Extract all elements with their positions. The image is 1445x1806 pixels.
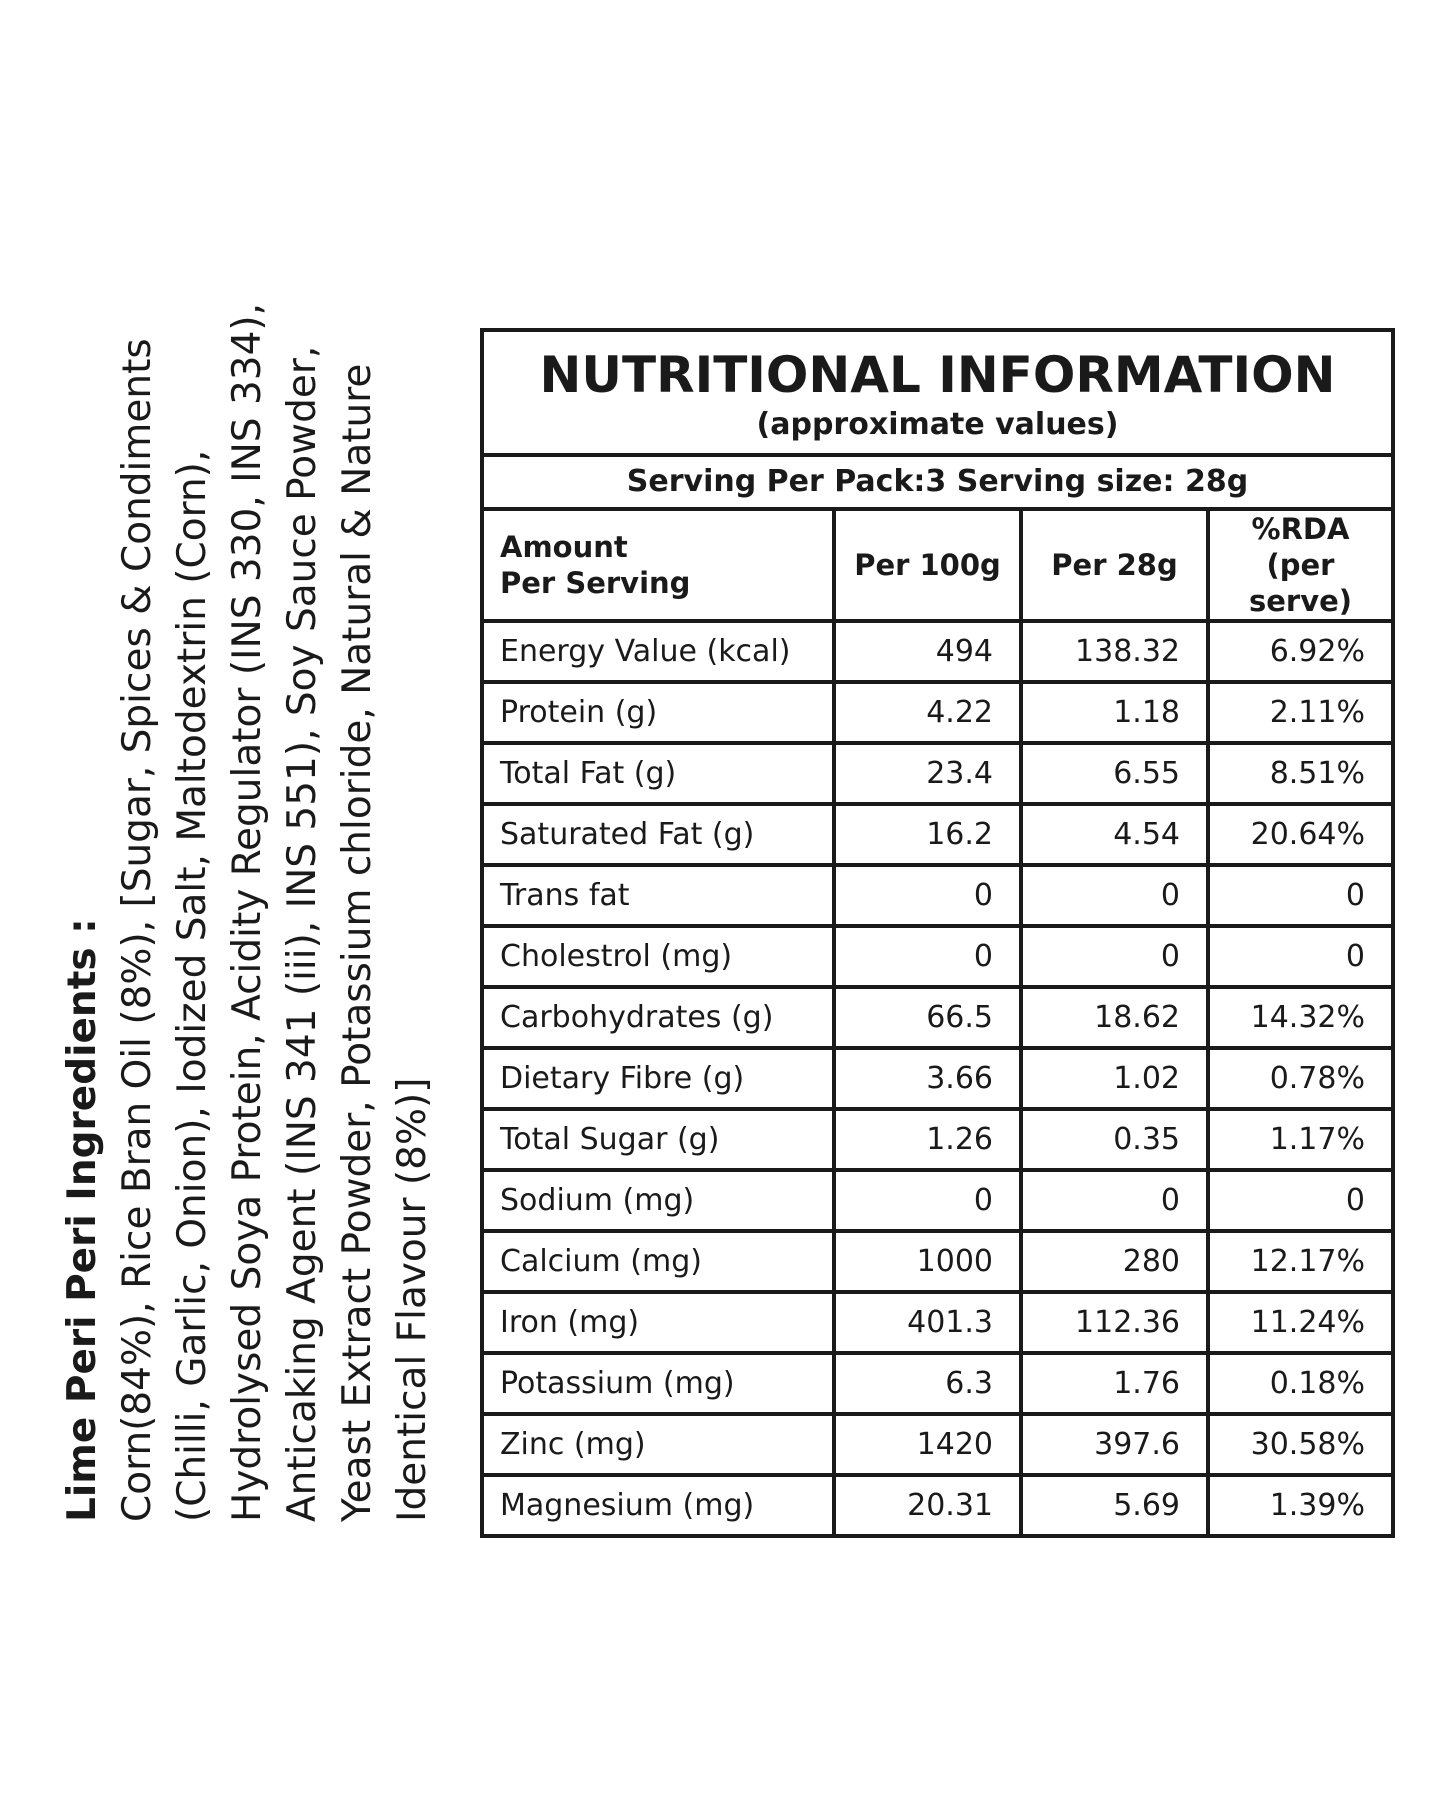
value-rda: 20.64% <box>1208 804 1391 865</box>
table-row <box>484 804 1391 865</box>
nutrient-name: Protein (g) <box>484 682 834 743</box>
table-row <box>484 1475 1391 1534</box>
value-per28g: 1.02 <box>1021 1048 1208 1109</box>
nutrient-name: Zinc (mg) <box>484 1414 834 1475</box>
table-row <box>484 1353 1391 1414</box>
value-rda: 1.17% <box>1208 1109 1391 1170</box>
value-per28g: 1.76 <box>1021 1353 1208 1414</box>
value-rda: 11.24% <box>1208 1292 1391 1353</box>
nutrient-name: Total Sugar (g) <box>484 1109 834 1170</box>
value-per100g: 0 <box>834 865 1021 926</box>
ingredients-line: Corn(84%), Rice Bran Oil (8%), [Sugar, Spices & Condiments <box>115 338 160 1522</box>
table-row <box>484 621 1391 682</box>
value-per28g: 0.35 <box>1021 1109 1208 1170</box>
value-rda: 0 <box>1208 1170 1391 1231</box>
value-per28g: 0 <box>1021 926 1208 987</box>
nutrient-name: Magnesium (mg) <box>484 1475 834 1534</box>
nutrition-subtitle: (approximate values) <box>756 407 1119 442</box>
value-per100g: 3.66 <box>834 1048 1021 1109</box>
value-rda: 0 <box>1208 865 1391 926</box>
value-per100g: 401.3 <box>834 1292 1021 1353</box>
value-rda: 30.58% <box>1208 1414 1391 1475</box>
value-per100g: 16.2 <box>834 804 1021 865</box>
value-per28g: 0 <box>1021 1170 1208 1231</box>
header-per100: Per 100g <box>834 511 1021 621</box>
header-amount-line1: Amount <box>500 530 628 564</box>
nutrition-title: NUTRITIONAL INFORMATION <box>539 346 1336 404</box>
nutrient-name: Cholestrol (mg) <box>484 926 834 987</box>
header-per28: Per 28g <box>1021 511 1208 621</box>
value-per28g: 18.62 <box>1021 987 1208 1048</box>
serving-info: Serving Per Pack:3 Serving size: 28g <box>484 457 1391 511</box>
value-rda: 0 <box>1208 926 1391 987</box>
value-per28g: 5.69 <box>1021 1475 1208 1534</box>
value-per100g: 66.5 <box>834 987 1021 1048</box>
header-rda-line2: (per serve) <box>1248 548 1353 618</box>
value-rda: 6.92% <box>1208 621 1391 682</box>
value-per100g: 0 <box>834 926 1021 987</box>
value-per28g: 112.36 <box>1021 1292 1208 1353</box>
value-per28g: 6.55 <box>1021 743 1208 804</box>
value-per100g: 1420 <box>834 1414 1021 1475</box>
value-per100g: 6.3 <box>834 1353 1021 1414</box>
table-row <box>484 987 1391 1048</box>
nutrition-table <box>484 511 1391 1534</box>
value-rda: 12.17% <box>1208 1231 1391 1292</box>
value-per28g: 1.18 <box>1021 682 1208 743</box>
ingredients-title: Lime Peri Peri Ingredients : <box>60 918 105 1522</box>
ingredients-line: (Chilli, Garlic, Onion), Iodized Salt, Maltodextrin (Corn), <box>170 449 215 1522</box>
table-row <box>484 1109 1391 1170</box>
value-rda: 14.32% <box>1208 987 1391 1048</box>
value-per100g: 494 <box>834 621 1021 682</box>
nutrient-name: Calcium (mg) <box>484 1231 834 1292</box>
ingredients-line: Identical Flavour (8%)] <box>390 1077 435 1522</box>
value-per100g: 0 <box>834 1170 1021 1231</box>
value-per28g: 0 <box>1021 865 1208 926</box>
value-rda: 0.78% <box>1208 1048 1391 1109</box>
header-amount <box>484 511 834 621</box>
nutrient-name: Potassium (mg) <box>484 1353 834 1414</box>
nutrition-header <box>484 332 1391 457</box>
value-per100g: 4.22 <box>834 682 1021 743</box>
table-row <box>484 1170 1391 1231</box>
table-row <box>484 1048 1391 1109</box>
value-per28g: 280 <box>1021 1231 1208 1292</box>
header-rda-line1: %RDA <box>1251 512 1350 546</box>
value-per28g: 138.32 <box>1021 621 1208 682</box>
value-per100g: 1000 <box>834 1231 1021 1292</box>
table-row <box>484 865 1391 926</box>
table-row <box>484 682 1391 743</box>
nutrient-name: Sodium (mg) <box>484 1170 834 1231</box>
table-row <box>484 1414 1391 1475</box>
table-row <box>484 1231 1391 1292</box>
nutrient-name: Energy Value (kcal) <box>500 634 791 669</box>
value-per100g: 20.31 <box>834 1475 1021 1534</box>
nutrient-name: Saturated Fat (g) <box>484 804 834 865</box>
header-amount-line2: Per Serving <box>500 566 691 600</box>
nutrient-name: Iron (mg) <box>484 1292 834 1353</box>
value-rda: 1.39% <box>1208 1475 1391 1534</box>
ingredients-panel <box>55 292 440 1522</box>
nutrition-panel <box>480 328 1395 1538</box>
table-row <box>484 1292 1391 1353</box>
value-rda: 0.18% <box>1208 1353 1391 1414</box>
nutrient-name: Carbohydrates (g) <box>484 987 834 1048</box>
value-per100g: 1.26 <box>834 1109 1021 1170</box>
value-per28g: 4.54 <box>1021 804 1208 865</box>
value-per28g: 397.6 <box>1021 1414 1208 1475</box>
table-row <box>484 743 1391 804</box>
nutrient-name: Total Fat (g) <box>484 743 834 804</box>
nutrient-name: Dietary Fibre (g) <box>484 1048 834 1109</box>
ingredients-line: Anticaking Agent (INS 341 (iii), INS 551), Soy Sauce Powder, <box>280 345 325 1522</box>
ingredients-line: Hydrolysed Soya Protein, Acidity Regulator (INS 330, INS 334), <box>225 303 270 1522</box>
value-rda: 2.11% <box>1208 682 1391 743</box>
nutrient-name: Trans fat <box>484 865 834 926</box>
value-rda: 8.51% <box>1208 743 1391 804</box>
ingredients-line: Yeast Extract Powder, Potassium chloride, Natural & Nature <box>335 363 380 1522</box>
header-rda <box>1208 511 1391 621</box>
table-header-row <box>484 511 1391 621</box>
table-row <box>484 926 1391 987</box>
value-per100g: 23.4 <box>834 743 1021 804</box>
